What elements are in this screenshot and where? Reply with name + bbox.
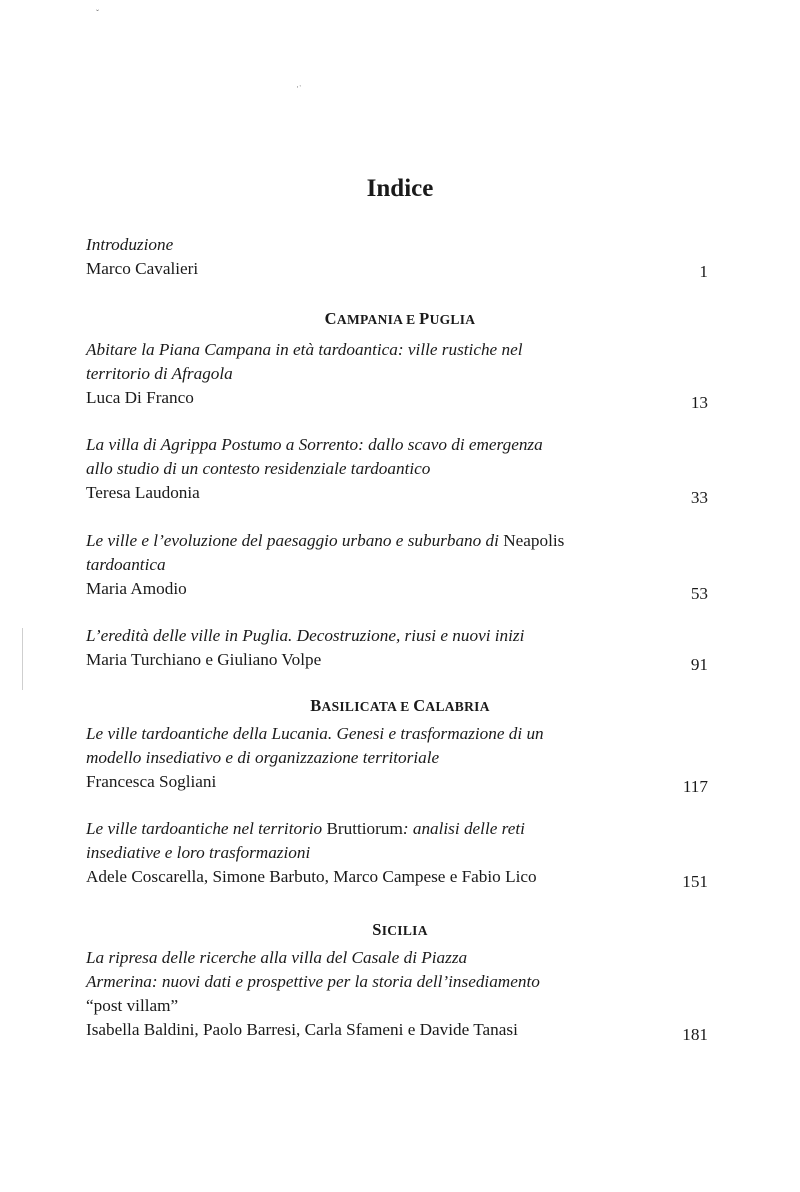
entry-title-line: [86, 994, 178, 1018]
entry-page-number: 1: [699, 262, 708, 281]
entry-title-line: [86, 970, 540, 994]
entry-author: Luca Di Franco: [86, 388, 194, 407]
entry-page-number: 151: [682, 872, 708, 891]
entry-author: Maria Turchiano e Giuliano Volpe: [86, 650, 322, 669]
title-segment: tardoantica: [86, 555, 166, 574]
entry-author: Maria Amodio: [86, 579, 187, 598]
scan-speck: ·ˑ: [296, 82, 302, 92]
intro-author: Marco Cavalieri: [86, 259, 199, 278]
title-segment: Le ville tardoantiche della Lucania. Genesi e trasformazione di un: [86, 724, 544, 743]
title-segment: “post villam”: [86, 996, 179, 1015]
intro-title: Introduzione: [86, 235, 174, 254]
entry-title-line: [86, 722, 544, 746]
title-segment: La ripresa delle ricerche alla villa del Casale di Piazza: [86, 948, 468, 967]
entry-page-number: 181: [682, 1025, 708, 1044]
title-segment: L’eredità delle ville in Puglia. Decostruzione, riusi e nuovi inizi: [86, 626, 525, 645]
entry-title-line: [86, 817, 525, 841]
title-segment: La villa di Agrippa Postumo a Sorrento: dallo scavo di emergenza: [86, 435, 543, 454]
scan-speck: ˇ: [96, 8, 99, 18]
title-segment: Le ville tardoantiche nel territorio: [86, 819, 327, 838]
title-segment: Abitare la Piana Campana in età tardoantica: ville rustiche nel: [86, 340, 523, 359]
entry-page-number: 53: [690, 584, 708, 603]
entry-author: Adele Coscarella, Simone Barbuto, Marco Campese e Fabio Lico: [86, 867, 537, 886]
title-segment: modello insediativo e di organizzazione territoriale: [86, 748, 440, 767]
entry-title-line: [86, 433, 543, 457]
entry-title-line: [86, 457, 430, 481]
entry-title-line: [86, 841, 310, 865]
entry-page-number: 13: [690, 393, 708, 412]
title-segment: insediative e loro trasformazioni: [86, 843, 311, 862]
entry-title-line: [86, 946, 467, 970]
title-segment: : analisi delle reti: [402, 819, 525, 838]
entry-title-line: [86, 746, 439, 770]
page-edge-shadow: [22, 628, 23, 690]
entry-title-line: [86, 338, 522, 362]
section-heading: CAMPANIA E PUGLIA: [324, 309, 476, 328]
entry-author: Teresa Laudonia: [86, 483, 200, 502]
entry-page-number: 33: [690, 488, 708, 507]
entry-page-number: 117: [682, 777, 708, 796]
title-segment: Bruttiorum: [326, 819, 403, 838]
title-segment: allo studio di un contesto residenziale tardoantico: [86, 459, 431, 478]
section-heading: BASILICATA E CALABRIA: [310, 696, 490, 715]
title-segment: Neapolis: [503, 531, 565, 550]
entry-title-line: [86, 624, 524, 648]
entry-author: Isabella Baldini, Paolo Barresi, Carla Sfameni e Davide Tanasi: [86, 1020, 518, 1039]
title-segment: Armerina: nuovi dati e prospettive per la storia dell’insediamento: [86, 972, 540, 991]
entry-page-number: 91: [690, 655, 708, 674]
entry-title-line: [86, 553, 166, 577]
section-heading: SICILIA: [372, 920, 428, 939]
page-title: Indice: [366, 175, 434, 202]
title-segment: territorio di Afragola: [86, 364, 233, 383]
entry-title-line: [86, 529, 564, 553]
entry-title-line: [86, 362, 233, 386]
title-segment: Le ville e l’evoluzione del paesaggio urbano e suburbano di: [86, 531, 504, 550]
entry-author: Francesca Sogliani: [86, 772, 217, 791]
